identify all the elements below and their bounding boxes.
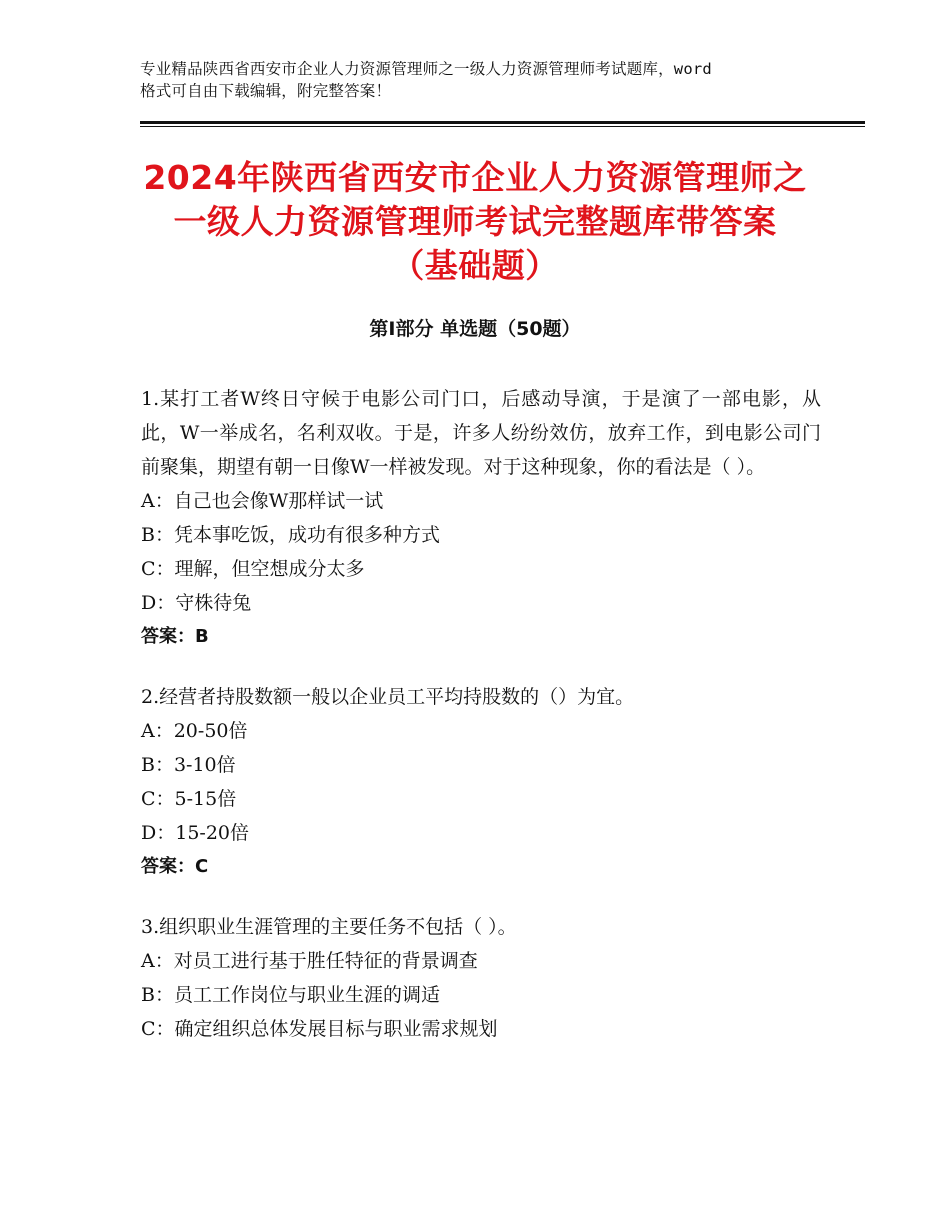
question-list <box>141 382 821 1072</box>
option-a: A：对员工进行基于胜任特征的背景调查 <box>141 950 478 972</box>
header-note-line-1: 专业精品陕西省西安市企业人力资源管理师之一级人力资源管理师考试题库，word <box>140 60 712 78</box>
option-c: C：理解，但空想成分太多 <box>141 558 365 580</box>
option-a: A：20-50倍 <box>141 720 248 742</box>
option-a: A：自己也会像W那样试一试 <box>141 490 384 512</box>
title-line-3: （基础题） <box>391 246 559 285</box>
document-title <box>120 156 830 288</box>
answer: 答案：B <box>141 626 209 647</box>
answer: 答案：C <box>141 856 209 877</box>
header-divider-thick <box>140 121 865 124</box>
question-stem: 3.组织职业生涯管理的主要任务不包括（ ）。 <box>141 916 517 938</box>
option-b: B：3-10倍 <box>141 754 236 776</box>
question-3 <box>141 910 821 1046</box>
title-line-1: 2024年陕西省西安市企业人力资源管理师之 <box>143 158 807 197</box>
question-stem: 2.经营者持股数额一般以企业员工平均持股数的（）为宜。 <box>141 686 635 708</box>
header-note <box>140 58 830 102</box>
question-stem: 1.某打工者W终日守候于电影公司门口，后感动导演，于是演了一部电影，从此，W一举成名，名利双收。于是，许多人纷纷效仿，放弃工作，到电影公司门前聚集，期望有朝一日像W一样被发现。对于这种现象，你的看法是（ ）。 <box>141 388 821 478</box>
section-heading: 第Ⅰ部分 单选题（50题） <box>369 318 581 340</box>
option-c: C：确定组织总体发展目标与职业需求规划 <box>141 1018 498 1040</box>
question-2 <box>141 680 821 884</box>
question-1 <box>141 382 821 654</box>
header-divider-thin <box>140 126 865 127</box>
option-c: C：5-15倍 <box>141 788 237 810</box>
header-note-line-2: 格式可自由下载编辑，附完整答案！ <box>140 82 392 100</box>
option-d: D：守株待兔 <box>141 592 252 614</box>
option-d: D：15-20倍 <box>141 822 250 844</box>
option-b: B：凭本事吃饭，成功有很多种方式 <box>141 524 440 546</box>
title-line-2: 一级人力资源管理师考试完整题库带答案 <box>173 202 777 241</box>
option-b: B：员工工作岗位与职业生涯的调适 <box>141 984 440 1006</box>
